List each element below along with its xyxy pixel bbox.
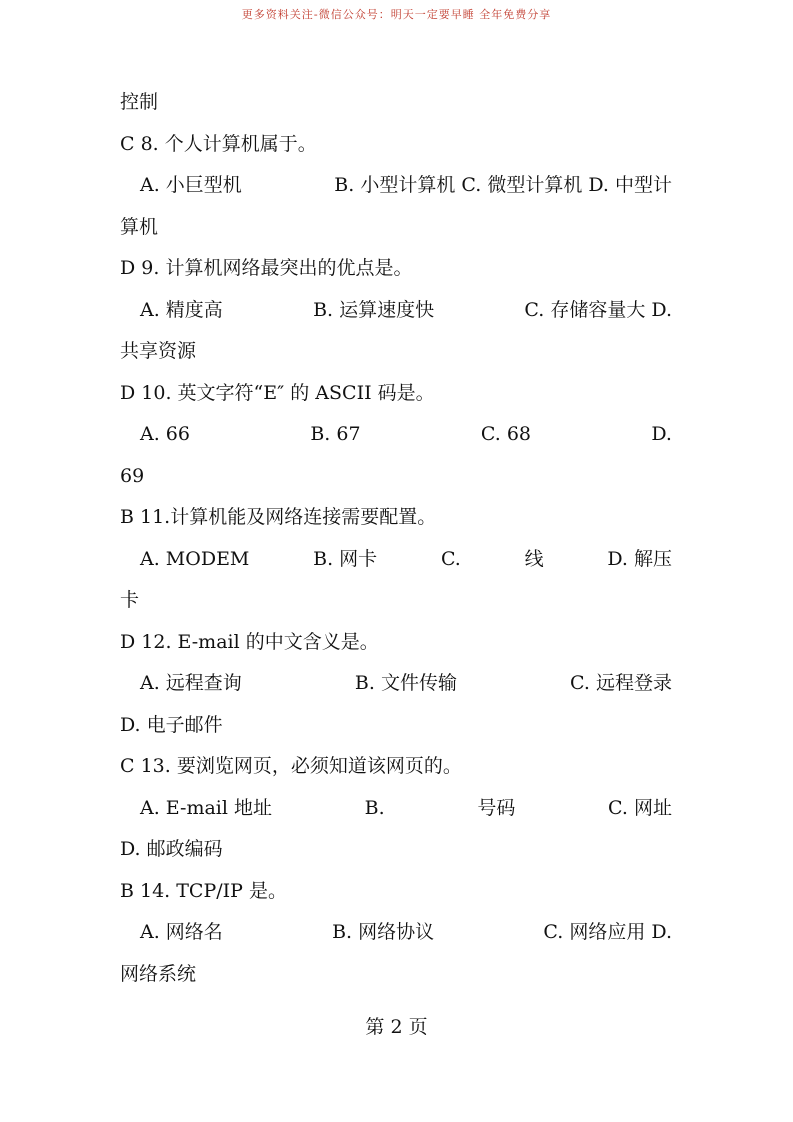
option-text: B. 网络协议 xyxy=(332,921,435,943)
option-text: B. xyxy=(364,796,385,819)
option-text: C. 远程登录 xyxy=(570,672,672,694)
option-text: A. 66 xyxy=(140,423,190,445)
option-text: A. 网络名 xyxy=(140,921,223,943)
text-line: D 10. 英文字符“E″ 的 ASCII 码是。 xyxy=(120,381,435,404)
text-line: B 11.计算机能及网络连接需要配置。 xyxy=(120,506,437,528)
top-banner: 更多资料关注-微信公众号：明天一定要早睡 全年免费分享 xyxy=(241,8,552,21)
text-line: 卡 xyxy=(120,589,140,611)
text-line: D. 电子邮件 xyxy=(120,713,223,736)
text-line: C 13. 要浏览网页，必须知道该网页的。 xyxy=(120,755,462,777)
option-text: 线 xyxy=(524,547,544,570)
text-line: D. 邮政编码 xyxy=(120,838,223,860)
text-line: 控制 xyxy=(120,91,159,113)
text-line: C 8. 个人计算机属于。 xyxy=(120,132,317,155)
options-line xyxy=(120,663,676,705)
option-text: A. E-mail 地址 xyxy=(140,796,272,819)
option-text: B. 运算速度快 xyxy=(313,298,435,321)
option-text: C. xyxy=(440,547,461,570)
option-text: A. MODEM xyxy=(140,547,250,570)
options-line xyxy=(120,788,676,830)
option-text: B. 网卡 xyxy=(313,547,378,570)
option-text: B. 67 xyxy=(310,423,361,445)
option-text: C. 存储容量大 D. xyxy=(524,298,672,321)
text-line: 共享资源 xyxy=(120,340,197,362)
option-text: C. 网址 xyxy=(608,796,672,819)
option-text: A. 远程查询 xyxy=(140,672,242,694)
document-body xyxy=(120,82,676,995)
option-text: B. 小型计算机 C. 微型计算机 D. 中型计 xyxy=(334,174,672,196)
option-text: B. 文件传输 xyxy=(354,672,457,694)
option-text: C. 网络应用 D. xyxy=(543,921,672,943)
text-line: D 9. 计算机网络最突出的优点是。 xyxy=(120,257,413,279)
options-line xyxy=(120,539,676,581)
text-line: D 12. E-mail 的中文含义是。 xyxy=(120,630,379,653)
options-line xyxy=(120,165,676,207)
options-line xyxy=(120,414,676,456)
page-number: 第 2 页 xyxy=(365,1016,428,1038)
text-line: 算机 xyxy=(120,215,159,238)
option-text: D. 解压 xyxy=(607,547,672,570)
option-text: A. 小巨型机 xyxy=(140,174,242,196)
option-text: C. 68 xyxy=(480,423,532,445)
options-line xyxy=(120,290,676,332)
option-text: 号码 xyxy=(477,796,516,819)
option-text: D. xyxy=(651,423,672,445)
text-line: 网络系统 xyxy=(120,962,197,985)
text-line: 69 xyxy=(120,464,145,487)
option-text: A. 精度高 xyxy=(140,298,223,321)
text-line: B 14. TCP/IP 是。 xyxy=(120,879,287,902)
options-line xyxy=(120,912,676,954)
